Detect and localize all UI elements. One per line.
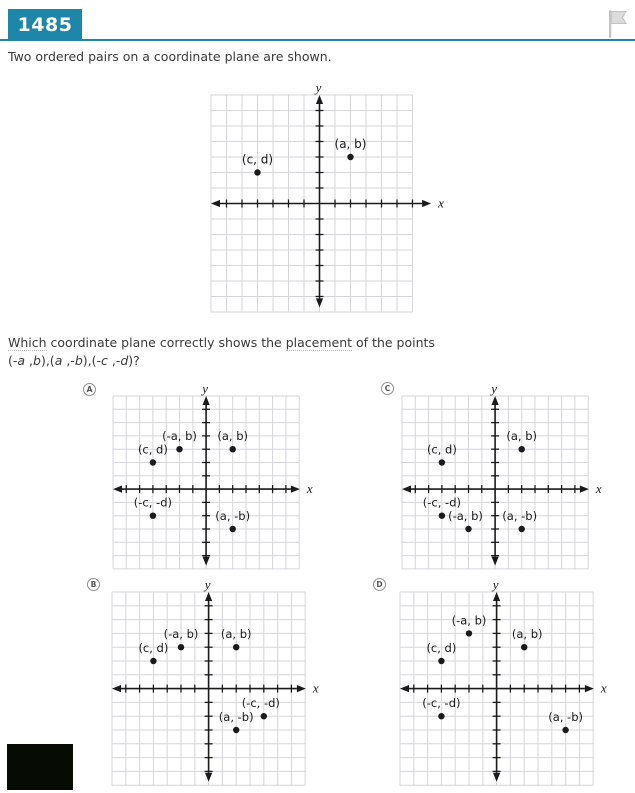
point-label: (c, d) xyxy=(426,641,457,655)
text-fragment: ,- xyxy=(107,353,121,368)
data-point xyxy=(233,644,239,650)
text-fragment: (- xyxy=(8,353,18,368)
text-fragment: a xyxy=(54,353,63,368)
text-fragment: d xyxy=(120,353,129,368)
option-d-letter: D xyxy=(376,580,383,589)
data-point xyxy=(261,713,267,719)
point-label: (a, b) xyxy=(220,627,252,642)
coordinate-plane-D xyxy=(384,570,622,792)
point-label: (-a, b) xyxy=(163,627,199,642)
data-point xyxy=(150,513,156,519)
y-axis-label: y xyxy=(492,577,499,592)
point-label: (a, -b) xyxy=(548,710,583,724)
header-divider xyxy=(0,39,635,41)
glossary-term[interactable]: Which xyxy=(8,335,47,350)
point-label: (a, b) xyxy=(511,627,543,642)
point-label: (c, d) xyxy=(426,442,457,457)
y-axis-label: y xyxy=(315,80,322,95)
data-point xyxy=(466,630,472,636)
data-point xyxy=(176,446,182,452)
data-point xyxy=(439,513,445,519)
point-label: (-a, b) xyxy=(451,613,487,628)
data-point xyxy=(562,727,568,733)
x-axis-label: x xyxy=(438,195,444,211)
text-fragment: of the points xyxy=(352,335,435,350)
intro-text: Two ordered pairs on a coordinate plane are shown. xyxy=(8,49,332,64)
data-point xyxy=(230,446,236,452)
coordinate-plane-B xyxy=(96,570,334,792)
point-label: (a, b) xyxy=(334,137,367,151)
option-a-letter: A xyxy=(86,385,93,394)
question-number: 1485 xyxy=(17,13,73,36)
text-fragment: , xyxy=(25,353,34,368)
coordinate-plane-A xyxy=(97,372,329,574)
text-fragment: ),(- xyxy=(82,353,102,368)
y-axis-label: y xyxy=(491,381,497,396)
data-point xyxy=(519,526,525,532)
text-fragment: b xyxy=(33,353,41,368)
data-point xyxy=(347,154,353,160)
x-axis-label: x xyxy=(595,481,602,497)
data-point xyxy=(178,644,184,650)
data-point xyxy=(233,727,239,733)
text-fragment: c xyxy=(101,353,108,368)
data-point xyxy=(519,446,525,452)
point-label: (a, b) xyxy=(217,429,249,444)
point-label: (-c, -d) xyxy=(133,495,173,510)
point-label: (c, d) xyxy=(137,442,168,457)
y-axis-label: y xyxy=(204,577,211,592)
point-label: (a, -b) xyxy=(218,710,254,724)
question-number-badge xyxy=(8,9,82,40)
point-label: (-a, b) xyxy=(448,509,483,523)
text-fragment: b xyxy=(74,353,83,368)
option-b-letter: B xyxy=(90,580,97,589)
option-c-letter: C xyxy=(384,384,391,393)
point-label: (-a, b) xyxy=(162,429,197,444)
x-axis-label: x xyxy=(600,680,607,696)
question-line-2 xyxy=(8,353,140,368)
data-point xyxy=(439,459,445,465)
text-fragment: ,- xyxy=(62,353,75,368)
data-point xyxy=(230,526,236,532)
coordinate-plane-C xyxy=(386,372,618,574)
point-label: (c, d) xyxy=(138,641,169,655)
point-label: (a, -b) xyxy=(502,509,538,523)
x-axis-label: x xyxy=(312,680,319,696)
data-point xyxy=(438,658,444,664)
redaction-box xyxy=(7,744,73,790)
point-label: (a, b) xyxy=(506,429,538,444)
point-label: (-c, -d) xyxy=(422,696,461,711)
y-axis-label: y xyxy=(202,381,208,396)
point-label: (-c, -d) xyxy=(422,495,462,510)
question-line-1 xyxy=(8,335,435,351)
text-fragment: )? xyxy=(128,353,140,368)
point-label: (c, d) xyxy=(241,152,274,167)
flag-icon[interactable] xyxy=(605,8,629,38)
glossary-term[interactable]: placement xyxy=(285,335,353,350)
coordinate-plane-main xyxy=(188,76,452,320)
data-point xyxy=(438,713,444,719)
text-fragment: ),( xyxy=(40,353,55,368)
option-a-button[interactable] xyxy=(83,383,96,396)
question-text xyxy=(8,334,435,370)
data-point xyxy=(150,459,156,465)
data-point xyxy=(465,526,471,532)
text-fragment: a xyxy=(17,353,26,368)
data-point xyxy=(150,658,156,664)
data-point xyxy=(254,169,260,175)
x-axis-label: x xyxy=(306,481,313,497)
point-label: (-c, -d) xyxy=(241,696,280,711)
point-label: (a, -b) xyxy=(215,509,251,523)
data-point xyxy=(521,644,527,650)
text-fragment: coordinate plane correctly shows the xyxy=(46,335,286,350)
